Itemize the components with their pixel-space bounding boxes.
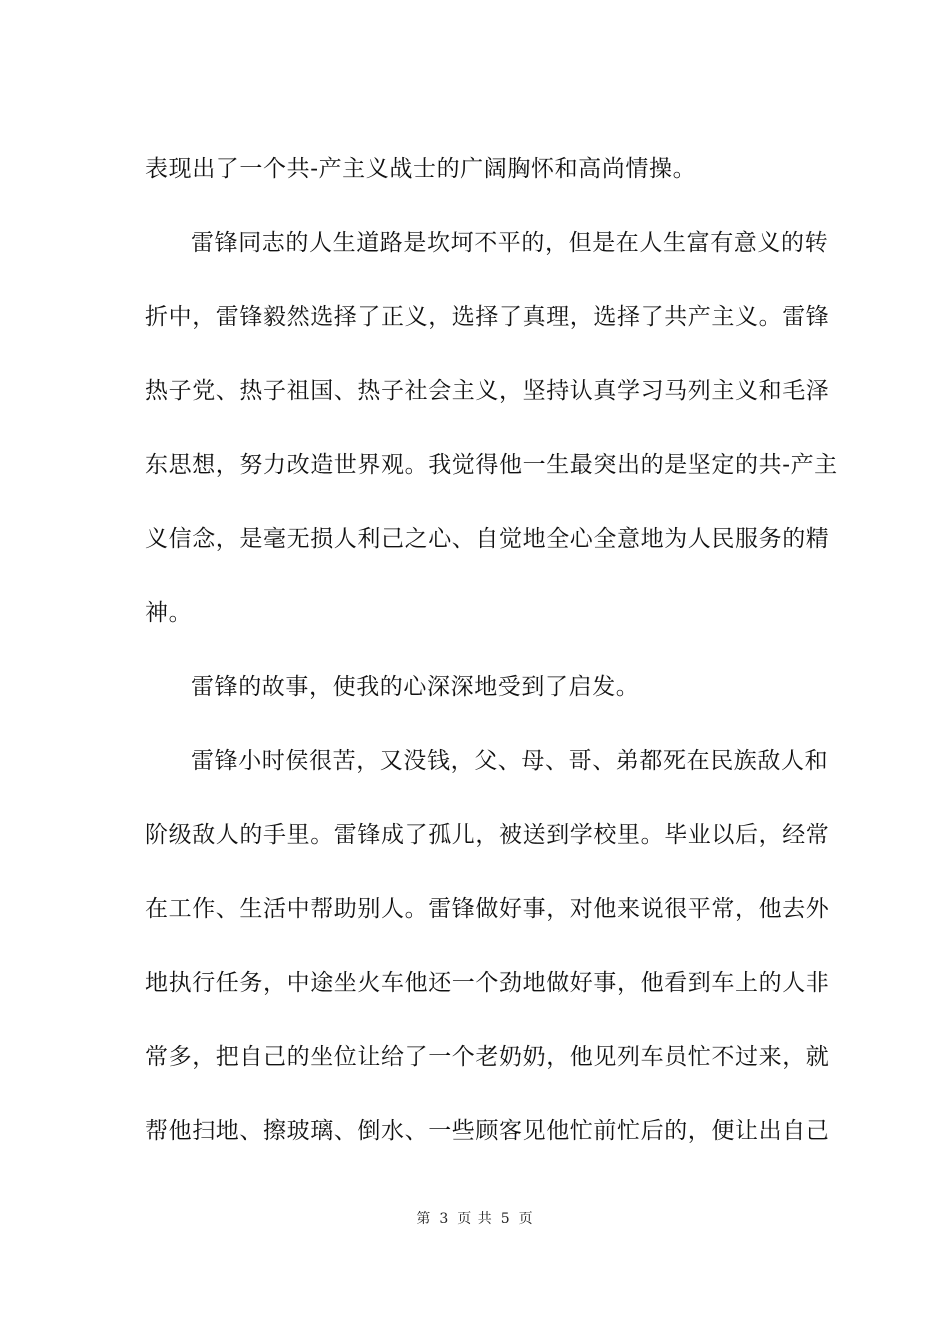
text-line: 阶级敌人的手里。雷锋成了孤儿，被送到学校里。毕业以后，经常: [145, 822, 830, 848]
paragraph: [145, 132, 807, 206]
text-line: 神。: [145, 600, 193, 626]
page-label-prefix: 第: [416, 1211, 432, 1227]
text-line: 雷锋小时侯很苦，又没钱，父、母、哥、弟都死在民族敌人和: [191, 748, 829, 774]
text-line: 表现出了一个共-产主义战士的广阔胸怀和高尚情操。: [145, 156, 697, 182]
text-line: 常多，把自己的坐位让给了一个老奶奶，他见列车员忙不过来，就: [145, 1044, 830, 1070]
page-label-suffix: 页: [518, 1211, 534, 1227]
document-body: [145, 132, 838, 1168]
page-number-footer: [0, 1208, 950, 1228]
text-line: 折中，雷锋毅然选择了正义，选择了真理，选择了共产主义。雷锋: [145, 304, 830, 330]
text-line: 热子党、热子祖国、热子社会主义，坚持认真学习马列主义和毛泽: [145, 378, 830, 404]
text-line: 雷锋的故事，使我的心深深地受到了启发。: [191, 674, 640, 700]
text-line: 东思想，努力改造世界观。我觉得他一生最突出的是坚定的共-产主: [145, 452, 838, 478]
text-line: 在工作、生活中帮助别人。雷锋做好事，对他来说很平常，他去外: [145, 896, 830, 922]
total-pages-number: 5: [500, 1211, 511, 1227]
text-line: 义信念，是毫无损人利己之心、自觉地全心全意地为人民服务的精: [145, 526, 830, 552]
text-line: 雷锋同志的人生道路是坎坷不平的，但是在人生富有意义的转: [191, 230, 829, 256]
paragraph: [145, 724, 830, 1168]
page-label-mid: 页 共: [457, 1211, 493, 1227]
paragraph: [145, 650, 807, 724]
text-line: 地执行任务，中途坐火车他还一个劲地做好事，他看到车上的人非: [145, 970, 830, 996]
text-line: 帮他扫地、擦玻璃、倒水、一些顾客见他忙前忙后的，便让出自己: [145, 1118, 830, 1144]
current-page-number: 3: [439, 1211, 450, 1227]
paragraph: [145, 206, 838, 650]
